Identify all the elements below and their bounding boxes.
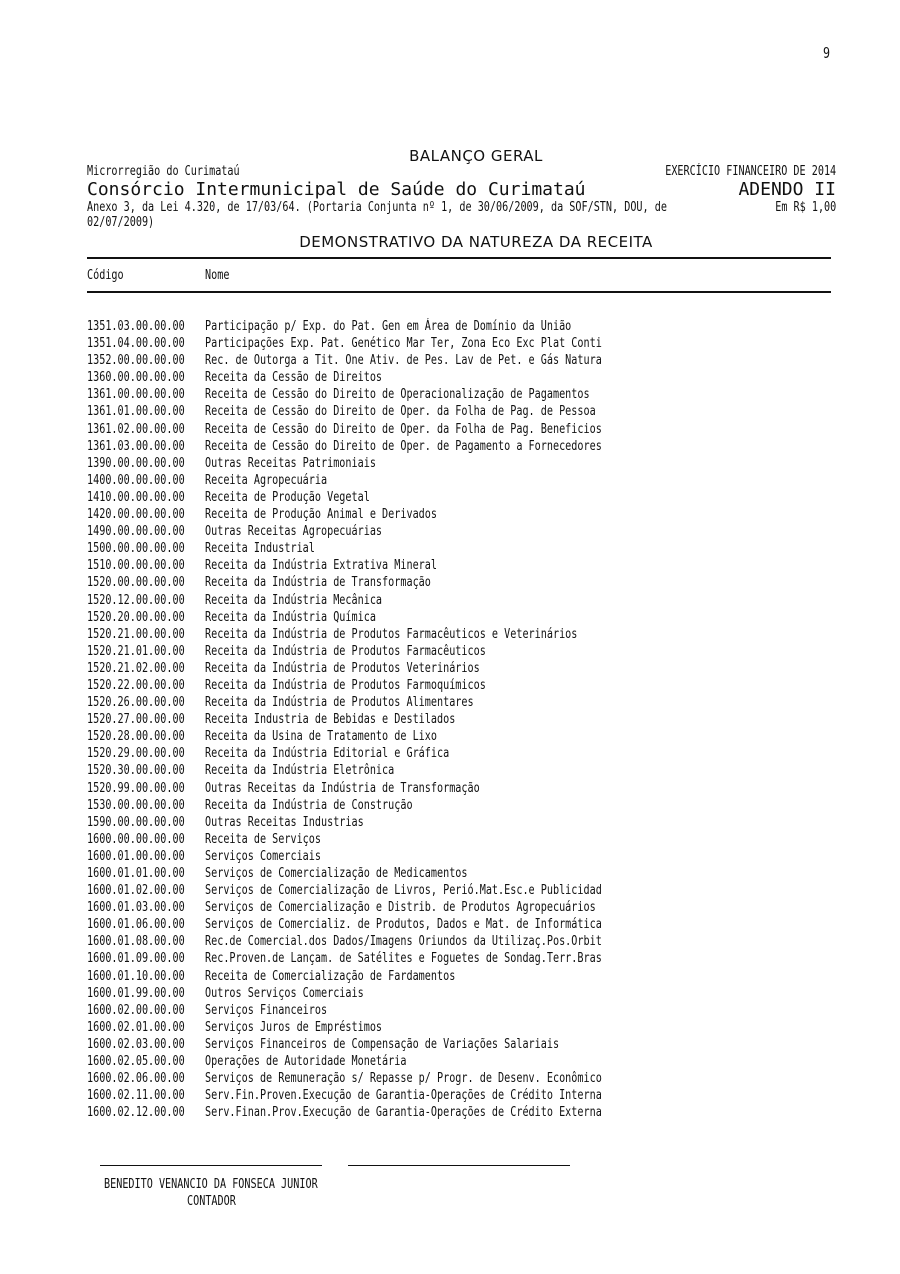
row-name: Serviços de Comercializ. de Produtos, Dados e Mat. de Informática (205, 917, 602, 933)
row-code: 1600.01.10.00.00 (87, 968, 185, 984)
row-name: Receita de Produção Animal e Derivados (205, 507, 437, 523)
row-name: Serv.Fin.Proven.Execução de Garantia-Operações de Crédito Interna (205, 1088, 602, 1104)
row-name: Serviços Financeiros (205, 1002, 328, 1018)
column-header-code: Código (87, 268, 124, 283)
row-code: 1600.01.08.00.00 (87, 934, 185, 950)
row-name: Receita da Indústria de Produtos Alimentares (205, 695, 474, 711)
row-code: 1510.00.00.00.00 (87, 558, 185, 574)
row-code: 1600.02.06.00.00 (87, 1071, 185, 1087)
row-code: 1590.00.00.00.00 (87, 814, 185, 830)
row-name: Receita da Indústria Química (205, 609, 376, 625)
row-code: 1490.00.00.00.00 (87, 524, 185, 540)
row-code: 1520.29.00.00.00 (87, 746, 185, 762)
row-code: 1530.00.00.00.00 (87, 797, 185, 813)
row-code: 1520.26.00.00.00 (87, 695, 185, 711)
row-name: Rec. de Outorga a Tit. One Ativ. de Pes. Lav de Pet. e Gás Natura (205, 353, 602, 369)
row-code: 1600.01.99.00.00 (87, 985, 185, 1001)
row-name: Outras Receitas Industrias (205, 814, 364, 830)
row-code: 1351.03.00.00.00 (87, 319, 185, 334)
row-name: Rec.de Comercial.dos Dados/Imagens Oriundos da Utilizaç.Pos.Orbit (205, 934, 602, 950)
row-code: 1361.00.00.00.00 (87, 387, 185, 403)
row-code: 1352.00.00.00.00 (87, 353, 185, 369)
row-name: Receita da Indústria Mecânica (205, 592, 383, 608)
row-name: Receita de Cessão do Direito de Oper. da Folha de Pag. Beneficios (205, 421, 602, 437)
report-title: BALANÇO GERAL (409, 147, 543, 165)
row-code: 1600.02.00.00.00 (87, 1002, 185, 1018)
row-code: 1600.02.11.00.00 (87, 1088, 185, 1104)
row-name: Receita da Indústria Editorial e Gráfica (205, 746, 450, 762)
row-name: Serv.Finan.Prov.Execução de Garantia-Operações de Crédito Externa (205, 1105, 602, 1121)
row-name: Receita da Indústria de Construção (205, 797, 413, 813)
row-name: Receita da Indústria Extrativa Mineral (205, 558, 437, 574)
row-code: 1520.99.00.00.00 (87, 780, 185, 796)
row-name: Receita da Indústria de Produtos Veterinários (205, 660, 480, 676)
divider-top (87, 257, 831, 259)
row-code: 1420.00.00.00.00 (87, 507, 185, 523)
row-name: Receita da Usina de Tratamento de Lixo (205, 729, 437, 745)
row-code: 1520.27.00.00.00 (87, 712, 185, 728)
row-code: 1361.01.00.00.00 (87, 404, 185, 420)
row-name: Participação p/ Exp. do Pat. Gen em Área de Domínio da União (205, 319, 572, 334)
row-name: Outros Serviços Comerciais (205, 985, 364, 1001)
column-header-name: Nome (205, 268, 230, 283)
row-code: 1360.00.00.00.00 (87, 370, 185, 386)
entity-name: Consórcio Intermunicipal de Saúde do Curimataú (87, 179, 586, 200)
region-label: Microrregião do Curimataú (87, 164, 240, 179)
row-name: Receita da Indústria de Produtos Farmacêuticos (205, 643, 486, 659)
row-name: Receita da Indústria de Produtos Farmoquímicos (205, 677, 486, 693)
signature-line-right (348, 1165, 570, 1166)
signer-role: CONTADOR (187, 1194, 236, 1209)
row-code: 1520.28.00.00.00 (87, 729, 185, 745)
row-code: 1600.00.00.00.00 (87, 831, 185, 847)
row-name: Receita da Indústria Eletrônica (205, 763, 395, 779)
row-name: Receita Industria de Bebidas e Destilados (205, 712, 456, 728)
row-name: Receita de Cessão do Direito de Oper. de Pagamento a Fornecedores (205, 438, 602, 454)
row-code: 1600.01.06.00.00 (87, 917, 185, 933)
row-name: Receita da Indústria de Transformação (205, 575, 431, 591)
row-code: 1600.01.09.00.00 (87, 951, 185, 967)
signer-name: BENEDITO VENANCIO DA FONSECA JUNIOR (104, 1177, 318, 1192)
row-code: 1520.30.00.00.00 (87, 763, 185, 779)
fiscal-year-label: EXERCÍCIO FINANCEIRO DE 2014 (665, 164, 836, 179)
row-name: Serviços de Comercialização de Medicamentos (205, 866, 468, 881)
row-code: 1520.00.00.00.00 (87, 575, 185, 591)
row-name: Receita Agropecuária (205, 472, 328, 488)
row-name: Receita da Indústria de Produtos Farmacêuticos e Veterinários (205, 626, 578, 642)
row-code: 1600.02.01.00.00 (87, 1019, 185, 1035)
row-code: 1600.02.03.00.00 (87, 1036, 185, 1052)
row-code: 1500.00.00.00.00 (87, 541, 185, 557)
row-code: 1400.00.00.00.00 (87, 472, 185, 488)
row-code: 1390.00.00.00.00 (87, 455, 185, 471)
row-name: Outras Receitas da Indústria de Transformação (205, 780, 480, 796)
row-name: Receita de Produção Vegetal (205, 489, 370, 505)
row-name: Outras Receitas Agropecuárias (205, 524, 383, 540)
addendum-label: ADENDO II (738, 179, 836, 200)
row-code: 1600.01.01.00.00 (87, 866, 185, 881)
row-code: 1600.02.12.00.00 (87, 1105, 185, 1121)
row-name: Serviços de Comercialização de Livros, Perió.Mat.Esc.e Publicidad (205, 883, 602, 899)
row-code: 1361.02.00.00.00 (87, 421, 185, 437)
legal-reference: Anexo 3, da Lei 4.320, de 17/03/64. (Portaria Conjunta nº 1, de 30/06/2009, da SOF/STN, DOU, de 02/07/2009) (87, 200, 667, 230)
row-name: Serviços de Remuneração s/ Repasse p/ Progr. de Desenv. Econômico (205, 1071, 602, 1087)
row-code: 1361.03.00.00.00 (87, 438, 185, 454)
row-code: 1520.21.02.00.00 (87, 660, 185, 676)
row-name: Serviços Financeiros de Compensação de Variações Salariais (205, 1036, 560, 1052)
row-name: Outras Receitas Patrimoniais (205, 455, 376, 471)
row-code: 1600.01.02.00.00 (87, 883, 185, 899)
signature-line-left (100, 1165, 322, 1166)
row-code: 1410.00.00.00.00 (87, 489, 185, 505)
row-name: Receita de Cessão do Direito de Oper. da Folha de Pag. de Pessoa (205, 404, 596, 420)
row-name: Serviços de Comercialização e Distrib. de Produtos Agropecuários (205, 900, 596, 916)
row-name: Rec.Proven.de Lançam. de Satélites e Foguetes de Sondag.Terr.Bras (205, 951, 602, 967)
row-name: Receita de Comercialização de Fardamentos (205, 968, 456, 984)
row-name: Receita de Serviços (205, 831, 322, 847)
row-name: Serviços Juros de Empréstimos (205, 1019, 383, 1035)
row-name: Operações de Autoridade Monetária (205, 1054, 407, 1070)
row-code: 1600.02.05.00.00 (87, 1054, 185, 1070)
currency-label: Em R$ 1,00 (774, 200, 836, 215)
row-name: Receita de Cessão do Direito de Operacionalização de Pagamentos (205, 387, 590, 403)
row-name: Receita Industrial (205, 541, 315, 557)
row-code: 1600.01.00.00.00 (87, 848, 185, 864)
row-code: 1351.04.00.00.00 (87, 336, 185, 352)
row-code: 1520.22.00.00.00 (87, 677, 185, 693)
row-code: 1520.21.01.00.00 (87, 643, 185, 659)
row-code: 1600.01.03.00.00 (87, 900, 185, 916)
section-title: DEMONSTRATIVO DA NATUREZA DA RECEITA (299, 233, 653, 251)
row-name: Serviços Comerciais (205, 848, 322, 864)
divider-bottom (87, 291, 831, 293)
row-code: 1520.21.00.00.00 (87, 626, 185, 642)
row-name: Receita da Cessão de Direitos (205, 370, 383, 386)
row-code: 1520.20.00.00.00 (87, 609, 185, 625)
row-name: Participações Exp. Pat. Genético Mar Ter, Zona Eco Exc Plat Conti (205, 336, 602, 352)
row-code: 1520.12.00.00.00 (87, 592, 185, 608)
page-number: 9 (822, 44, 831, 62)
